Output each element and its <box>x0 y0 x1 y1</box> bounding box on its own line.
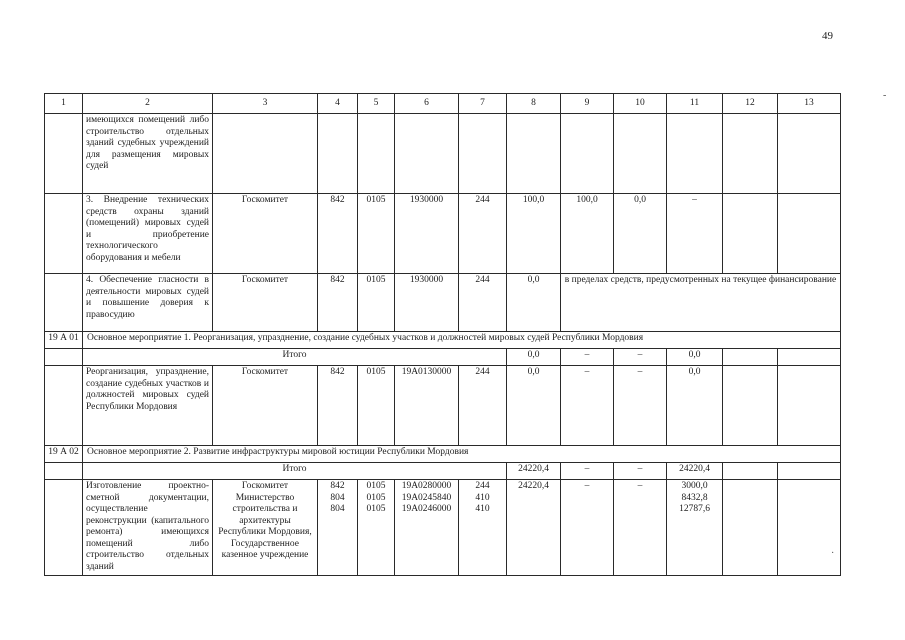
table-cell <box>778 349 841 366</box>
line-value: 3000,0 <box>681 481 708 491</box>
table-cell: 244 <box>459 274 507 332</box>
table-cell <box>778 463 841 480</box>
table-cell: – <box>561 349 614 366</box>
table-cell <box>778 114 841 194</box>
table-row <box>45 366 841 446</box>
code-cell <box>45 274 83 332</box>
executor-cell: Госкомитет <box>213 366 318 446</box>
line-value: 0105 <box>366 481 386 491</box>
itogo-label: Итого <box>83 349 507 366</box>
table-cell: 244 <box>459 194 507 274</box>
name-cell: имеющихся помещений либо строительство отдельных зданий судебных учреждений для размещения мировых судей <box>83 114 213 194</box>
code-cell <box>45 480 83 576</box>
table-cell <box>318 480 358 576</box>
table-row <box>45 194 841 274</box>
table-cell: 0105 <box>358 194 395 274</box>
table-cell: 24220,4 <box>507 480 561 576</box>
table-cell <box>667 114 723 194</box>
header-cell: 4 <box>318 94 358 114</box>
table-cell: 100,0 <box>507 194 561 274</box>
header-cell: 10 <box>614 94 667 114</box>
executor-cell <box>213 480 318 576</box>
table-cell: – <box>561 463 614 480</box>
table-cell: 0,0 <box>614 194 667 274</box>
code-cell <box>45 463 83 480</box>
table-cell <box>723 114 778 194</box>
table-cell <box>395 480 459 576</box>
header-row <box>45 94 841 114</box>
table-cell: – <box>667 194 723 274</box>
table-cell: 100,0 <box>561 194 614 274</box>
funding-note: в пределах средств, предусмотренных на текущее финансирование <box>561 274 841 332</box>
line-value: 410 <box>475 492 490 503</box>
event-code: 19 А 02 <box>45 446 83 463</box>
line-value: 19А0246000 <box>401 504 452 514</box>
event-title: Основное мероприятие 2. Развитие инфраструктуры мировой юстиции Республики Мордовия <box>83 446 841 463</box>
table-cell: 842 <box>318 366 358 446</box>
header-cell: 12 <box>723 94 778 114</box>
name-cell: Изготовление проектно-сметной документации, осуществление реконструкции (капитального ремонта) имеющихся помещений либо строительство отдельных зданий <box>83 480 213 576</box>
table-cell <box>778 194 841 274</box>
margin-mark: - <box>883 90 887 101</box>
table-cell <box>723 349 778 366</box>
table-cell <box>723 480 778 576</box>
header-cell: 8 <box>507 94 561 114</box>
table-cell <box>614 114 667 194</box>
page-number: 49 <box>822 30 833 42</box>
name-cell: 4. Обеспечение гласности в деятельности мировых судей и повышение доверия к правосудию <box>83 274 213 332</box>
header-cell: 5 <box>358 94 395 114</box>
code-cell <box>45 114 83 194</box>
line-value: 410 <box>475 504 490 514</box>
header-cell: 6 <box>395 94 459 114</box>
table-cell: – <box>561 480 614 576</box>
header-cell: 3 <box>213 94 318 114</box>
header-cell: 7 <box>459 94 507 114</box>
table-cell: 1930000 <box>395 274 459 332</box>
table-cell: 24220,4 <box>507 463 561 480</box>
table-row <box>45 480 841 576</box>
header-cell: 9 <box>561 94 614 114</box>
code-cell <box>45 194 83 274</box>
table-cell: 0,0 <box>507 366 561 446</box>
table-cell: – <box>614 480 667 576</box>
table-cell: – <box>561 366 614 446</box>
header-cell: 13 <box>778 94 841 114</box>
budget-table <box>44 93 841 576</box>
line-value: 19А0280000 <box>401 481 452 491</box>
table-cell: 0105 <box>358 274 395 332</box>
table-cell <box>459 114 507 194</box>
table-cell: 0,0 <box>507 274 561 332</box>
line-value: 12787,6 <box>679 504 710 514</box>
table-cell: – <box>614 349 667 366</box>
table-cell: – <box>614 366 667 446</box>
table-cell: 0,0 <box>667 366 723 446</box>
header-cell: 1 <box>45 94 83 114</box>
code-cell <box>45 349 83 366</box>
table-cell: 842 <box>318 274 358 332</box>
table-row <box>45 274 841 332</box>
table-cell: – <box>614 463 667 480</box>
table-cell <box>778 480 841 576</box>
code-cell <box>45 366 83 446</box>
table-cell <box>667 480 723 576</box>
table-cell <box>561 114 614 194</box>
table-cell <box>395 114 459 194</box>
table-cell <box>358 480 395 576</box>
line-value: 804 <box>330 504 345 514</box>
line-value: 804 <box>330 492 345 503</box>
itogo-row <box>45 349 841 366</box>
executor-line: Министерство строительства и архитектуры Республики Мордовия, Государственное казенное учреждение <box>218 492 312 560</box>
table-cell: 24220,4 <box>667 463 723 480</box>
line-value: 0105 <box>366 492 386 503</box>
table-cell <box>723 366 778 446</box>
executor-cell: Госкомитет <box>213 194 318 274</box>
table-cell: 1930000 <box>395 194 459 274</box>
line-value: 842 <box>330 481 345 491</box>
table-cell <box>358 114 395 194</box>
name-cell: 3. Внедрение технических средств охраны зданий (помещений) мировых судей и приобретение технологического оборудования и мебели <box>83 194 213 274</box>
executor-line: Госкомитет <box>241 481 289 491</box>
table-cell <box>507 114 561 194</box>
table-cell <box>778 366 841 446</box>
table-cell: 244 <box>459 366 507 446</box>
header-cell: 11 <box>667 94 723 114</box>
executor-cell <box>213 114 318 194</box>
header-cell: 2 <box>83 94 213 114</box>
table-cell <box>723 463 778 480</box>
itogo-row <box>45 463 841 480</box>
line-value: 0105 <box>366 504 386 514</box>
table-cell <box>459 480 507 576</box>
table-cell <box>723 194 778 274</box>
table-cell: 0,0 <box>507 349 561 366</box>
name-cell: Реорганизация, упразднение, создание судебных участков и должностей мировых судей Республики Мордовия <box>83 366 213 446</box>
table-cell: 842 <box>318 194 358 274</box>
margin-mark: · <box>831 548 835 559</box>
table-cell <box>318 114 358 194</box>
line-value: 244 <box>475 481 490 491</box>
line-value: 8432,8 <box>681 492 708 503</box>
table-cell: 0,0 <box>667 349 723 366</box>
table-cell: 19А0130000 <box>395 366 459 446</box>
table-cell: 0105 <box>358 366 395 446</box>
executor-cell: Госкомитет <box>213 274 318 332</box>
line-value: 19А0245840 <box>401 492 452 503</box>
event-title: Основное мероприятие 1. Реорганизация, упразднение, создание судебных участков и должностей мировых судей Республики Мордовия <box>83 332 841 349</box>
event-row <box>45 446 841 463</box>
table-row <box>45 114 841 194</box>
event-code: 19 А 01 <box>45 332 83 349</box>
itogo-label: Итого <box>83 463 507 480</box>
event-row <box>45 332 841 349</box>
